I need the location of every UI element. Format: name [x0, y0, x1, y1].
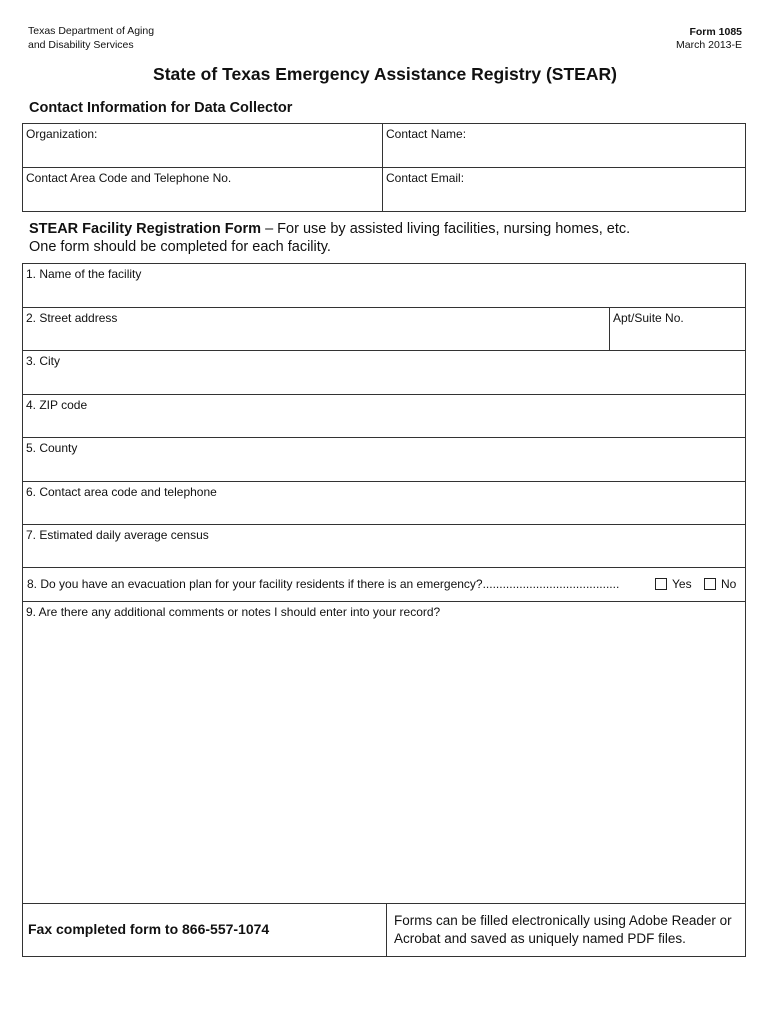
form-date: March 2013-E: [676, 39, 742, 51]
comments-label: 9. Are there any additional comments or notes I should enter into your record?: [26, 605, 441, 619]
contact-section-heading: Contact Information for Data Collector: [29, 100, 293, 116]
apt-suite-label: Apt/Suite No.: [613, 311, 684, 325]
registration-purpose: – For use by assisted living facilities, nursing homes, etc.: [261, 221, 631, 237]
evacuation-plan-question: 8. Do you have an evacuation plan for your facility residents if there is an emergency?.........................................: [27, 577, 620, 591]
agency-line-1: Texas Department of Aging: [28, 25, 155, 37]
registration-heading: [29, 220, 630, 256]
evacuation-no-label: No: [721, 577, 737, 591]
facility-name-label: 1. Name of the facility: [26, 267, 142, 281]
form-id: [676, 26, 742, 52]
daily-census-label: 7. Estimated daily average census: [26, 528, 209, 542]
registration-title: STEAR Facility Registration Form: [29, 221, 262, 237]
contact-name-field[interactable]: [382, 123, 746, 167]
form-number: Form 1085: [689, 26, 742, 38]
street-address-label: 2. Street address: [26, 311, 118, 325]
divider: [22, 567, 746, 568]
email-label: Contact Email:: [386, 171, 465, 185]
evacuation-yes-option[interactable]: [655, 577, 692, 591]
telephone-label: Contact Area Code and Telephone No.: [26, 171, 232, 185]
organization-label: Organization:: [26, 127, 98, 141]
city-label: 3. City: [26, 354, 61, 368]
divider: [22, 903, 746, 904]
apt-suite-field[interactable]: [609, 307, 746, 350]
county-label: 5. County: [26, 441, 78, 455]
daily-census-field[interactable]: [22, 524, 746, 567]
contact-name-label: Contact Name:: [386, 127, 467, 141]
contact-telephone-label: 6. Contact area code and telephone: [26, 485, 217, 499]
agency-line-2: and Disability Services: [28, 39, 134, 51]
zip-code-label: 4. ZIP code: [26, 398, 88, 412]
city-field[interactable]: [22, 350, 746, 394]
electronic-filing-note: Forms can be filled electronically using Adobe Reader or Acrobat and saved as uniquely named PDF files.: [394, 913, 732, 946]
organization-field[interactable]: [22, 123, 382, 167]
fax-instructions: Fax completed form to 866-557-1074: [28, 921, 270, 937]
zip-code-field[interactable]: [22, 394, 746, 437]
facility-name-field[interactable]: [22, 263, 746, 307]
email-field[interactable]: [382, 167, 746, 212]
divider: [386, 903, 387, 957]
evacuation-yes-checkbox[interactable]: [655, 578, 667, 590]
evacuation-no-checkbox[interactable]: [704, 578, 716, 590]
street-address-field[interactable]: [22, 307, 609, 350]
evacuation-no-option[interactable]: [704, 577, 736, 591]
comments-field[interactable]: [22, 601, 746, 903]
evacuation-yes-label: Yes: [672, 577, 692, 591]
page-title: State of Texas Emergency Assistance Registry (STEAR): [153, 64, 617, 84]
county-field[interactable]: [22, 437, 746, 481]
agency-name: [28, 24, 154, 52]
telephone-field[interactable]: [22, 167, 382, 212]
registration-subheading: One form should be completed for each facility.: [29, 239, 331, 255]
contact-telephone-field[interactable]: [22, 481, 746, 524]
